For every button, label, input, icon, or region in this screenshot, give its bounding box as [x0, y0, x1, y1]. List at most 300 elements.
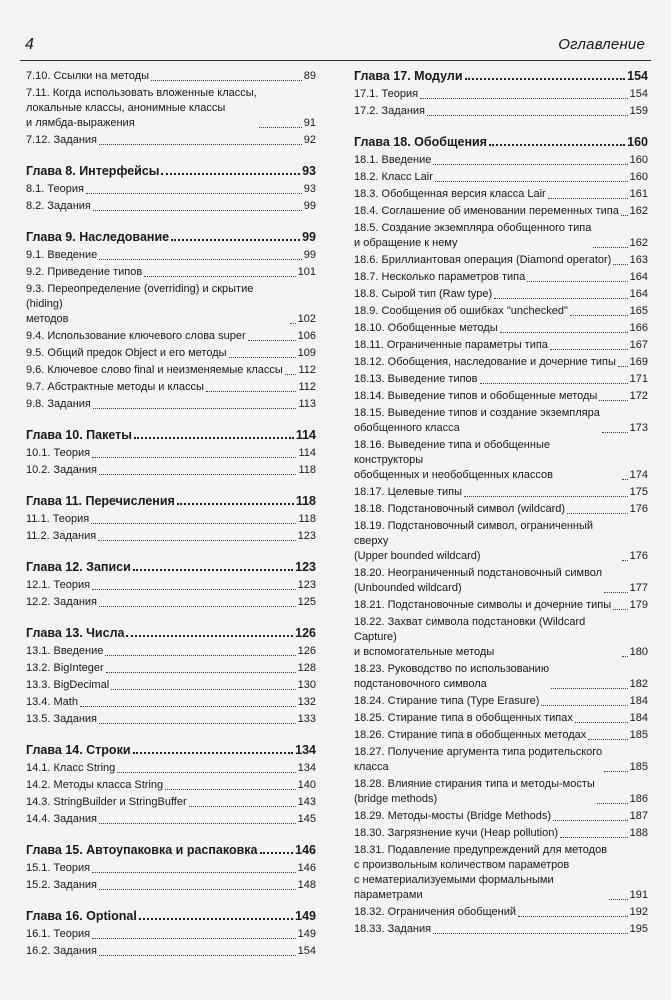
section-title: 14.1. Класс String [26, 762, 116, 774]
dot-leader [622, 479, 628, 480]
section-title: 13.5. Задания [26, 713, 97, 725]
page-ref: 192 [629, 906, 648, 918]
page-ref: 161 [629, 188, 648, 200]
section-entry [26, 265, 316, 280]
chapter-title: Глава 11. Перечисления [26, 494, 175, 508]
section-entry [26, 346, 316, 361]
section-entry [26, 380, 316, 395]
section-entry [26, 927, 316, 942]
section-entry [26, 861, 316, 876]
dot-leader [609, 899, 628, 900]
chapter-title: Глава 17. Модули [354, 69, 463, 83]
section-entry [354, 372, 648, 387]
section-title: 12.1. Теория [26, 579, 91, 591]
dot-leader [548, 198, 628, 199]
section-entry [26, 678, 316, 693]
dot-leader [99, 955, 296, 956]
dot-leader [259, 127, 302, 128]
section-title: 14.2. Методы класса String [26, 779, 164, 791]
dot-leader [602, 432, 628, 433]
dot-leader [106, 672, 296, 673]
dot-leader [105, 655, 295, 656]
section-title: 9.8. Задания [26, 398, 91, 410]
section-title: 18.29. Методы-мосты (Bridge Methods) [354, 810, 552, 822]
dot-leader [588, 739, 627, 740]
dot-leader [171, 239, 300, 241]
dot-leader [133, 752, 294, 754]
page-ref: 118 [298, 464, 316, 476]
dot-leader [464, 496, 628, 497]
dot-leader [165, 789, 296, 790]
section-entry [26, 446, 316, 461]
chapter-entry [354, 135, 648, 150]
page-ref: 154 [629, 88, 648, 100]
dot-leader [541, 705, 627, 706]
dot-leader [80, 706, 296, 707]
section-title: 9.2. Приведение типов [26, 266, 143, 278]
page-ref: 101 [297, 266, 316, 278]
page-ref: 187 [629, 810, 648, 822]
dot-leader [206, 391, 297, 392]
section-entry [26, 363, 316, 378]
section-entry [354, 304, 648, 319]
section-title: 18.14. Выведение типов и обобщенные методы [354, 390, 598, 402]
page-ref: 99 [303, 200, 316, 212]
section-title: 18.13. Выведение типов [354, 373, 478, 385]
page-ref: 109 [297, 347, 316, 359]
dot-leader [151, 80, 302, 81]
page-ref: 188 [629, 827, 648, 839]
dot-leader [133, 569, 293, 571]
dot-leader [92, 589, 296, 590]
page-ref: 166 [629, 322, 648, 334]
toc-right-column [354, 68, 648, 939]
chapter-entry [26, 164, 316, 179]
section-title: 18.5. Создание экземпляра обобщенного типа и обращение к нему [354, 222, 592, 249]
chapter-entry [26, 743, 316, 758]
section-entry [26, 595, 316, 610]
section-entry [354, 221, 648, 251]
dot-leader [570, 315, 628, 316]
section-entry [354, 809, 648, 824]
page-ref: 162 [629, 237, 648, 249]
page-ref: 145 [297, 813, 316, 825]
page-ref: 185 [629, 761, 648, 773]
page-ref: 154 [627, 69, 648, 83]
page-ref: 126 [295, 626, 316, 640]
page-ref: 185 [629, 729, 648, 741]
dot-leader [111, 689, 295, 690]
page-ref: 184 [629, 695, 648, 707]
section-title: 13.3. BigDecimal [26, 679, 110, 691]
dot-leader [480, 383, 628, 384]
chapter-block [26, 164, 316, 214]
dot-leader [622, 560, 628, 561]
dot-leader [248, 340, 296, 341]
dot-leader [550, 349, 628, 350]
page-ref: 99 [303, 249, 316, 261]
section-title: 10.1. Теория [26, 447, 91, 459]
section-entry [354, 711, 648, 726]
section-entry [26, 644, 316, 659]
section-entry [26, 778, 316, 793]
dot-leader [427, 115, 628, 116]
section-title: 18.23. Руководство по использованию подстановочного символа [354, 663, 550, 690]
page-ref: 112 [298, 381, 316, 393]
page-ref: 165 [629, 305, 648, 317]
section-title: 13.2. BigInteger [26, 662, 104, 674]
section-entry [354, 615, 648, 660]
page-ref: 148 [297, 879, 316, 891]
chapter-block [26, 230, 316, 412]
section-title: 11.2. Задания [26, 530, 97, 542]
page-ref: 186 [629, 793, 648, 805]
chapter-title: Глава 18. Обобщения [354, 135, 487, 149]
section-title: 18.1. Введение [354, 154, 432, 166]
section-entry [354, 270, 648, 285]
page-ref: 169 [629, 356, 648, 368]
dot-leader [613, 609, 628, 610]
dot-leader [494, 298, 627, 299]
section-title: 18.26. Стирание типа в обобщенных методах [354, 729, 587, 741]
chapter-block [26, 743, 316, 827]
section-entry [354, 922, 648, 937]
page-ref: 164 [629, 271, 648, 283]
page-ref: 195 [629, 923, 648, 935]
page-ref: 159 [629, 105, 648, 117]
section-entry [354, 777, 648, 807]
section-entry [354, 502, 648, 517]
page-ref: 172 [629, 390, 648, 402]
page-ref: 102 [297, 313, 316, 325]
section-title: 16.1. Теория [26, 928, 91, 940]
page-ref: 182 [629, 678, 648, 690]
chapter-block [26, 69, 316, 148]
chapter-title: Глава 16. Optional [26, 909, 137, 923]
page-ref: 176 [629, 503, 648, 515]
section-title: 18.7. Несколько параметров типа [354, 271, 526, 283]
section-entry [26, 133, 316, 148]
page-ref: 146 [297, 862, 316, 874]
section-entry [354, 728, 648, 743]
section-title: 18.8. Сырой тип (Raw type) [354, 288, 493, 300]
dot-leader [285, 374, 297, 375]
dot-leader [560, 837, 628, 838]
dot-leader [189, 806, 296, 807]
section-title: 18.15. Выведение типов и создание экземпляра обобщенного класса [354, 407, 600, 434]
chapter-entry [26, 230, 316, 245]
page-ref: 146 [295, 843, 316, 857]
section-title: 18.11. Ограниченные параметры типа [354, 339, 548, 351]
section-entry [354, 519, 648, 564]
chapter-entry [354, 69, 648, 84]
section-entry [354, 826, 648, 841]
section-title: 18.3. Обобщенная версия класса Lair [354, 188, 546, 200]
page-ref: 89 [303, 70, 316, 82]
section-title: 16.2. Задания [26, 945, 97, 957]
dot-leader [435, 181, 628, 182]
chapter-entry [26, 560, 316, 575]
page-ref: 133 [297, 713, 316, 725]
page-ref: 91 [303, 117, 316, 129]
section-entry [26, 944, 316, 959]
section-title: 8.2. Задания [26, 200, 91, 212]
section-title: 11.1. Теория [26, 513, 90, 525]
chapter-entry [26, 428, 316, 443]
section-title: 18.10. Обобщенные методы [354, 322, 498, 334]
section-entry [354, 338, 648, 353]
dot-leader [99, 606, 296, 607]
section-title: 18.16. Выведение типа и обобщенные конструкторы обобщенных и необобщенных классов [354, 439, 553, 481]
section-entry [26, 69, 316, 84]
chapter-title: Глава 14. Строки [26, 743, 131, 757]
page-ref: 179 [629, 599, 648, 611]
page-ref: 154 [297, 945, 316, 957]
section-entry [26, 397, 316, 412]
section-entry [26, 761, 316, 776]
section-entry [354, 287, 648, 302]
page-ref: 177 [629, 582, 648, 594]
section-entry [26, 199, 316, 214]
page-ref: 164 [629, 288, 648, 300]
dot-leader [618, 366, 628, 367]
toc-left-column [26, 68, 316, 961]
dot-leader [553, 820, 628, 821]
chapter-title: Глава 12. Записи [26, 560, 131, 574]
section-title: 18.27. Получение аргумента типа родительского класса [354, 746, 603, 773]
section-title: 7.10. Ссылки на методы [26, 70, 149, 82]
section-entry [354, 104, 648, 119]
section-entry [354, 485, 648, 500]
dot-leader [621, 215, 628, 216]
header-divider [20, 60, 651, 61]
chapter-block [26, 428, 316, 478]
section-entry [26, 463, 316, 478]
page-ref: 143 [297, 796, 316, 808]
dot-leader [622, 656, 628, 657]
section-title: 17.1. Теория [354, 88, 419, 100]
page-ref: 173 [629, 422, 648, 434]
dot-leader [99, 474, 296, 475]
dot-leader [260, 852, 294, 854]
dot-leader [126, 635, 293, 637]
dot-leader [92, 872, 296, 873]
page-ref: 134 [297, 762, 316, 774]
section-title: 9.3. Переопределение (overriding) и скрытие (hiding) методов [26, 283, 254, 325]
section-entry [26, 248, 316, 263]
section-title: 8.1. Теория [26, 183, 84, 195]
page-ref: 114 [295, 428, 316, 442]
section-title: 12.2. Задания [26, 596, 97, 608]
page-ref: 123 [297, 530, 316, 542]
page-ref: 184 [629, 712, 648, 724]
section-entry [26, 695, 316, 710]
section-entry [354, 253, 648, 268]
section-title: 15.1. Теория [26, 862, 91, 874]
section-entry [354, 321, 648, 336]
section-entry [354, 87, 648, 102]
dot-leader [290, 323, 296, 324]
page-ref: 191 [629, 889, 648, 901]
section-title: 18.33. Задания [354, 923, 432, 935]
dot-leader [134, 437, 294, 439]
page-ref: 92 [303, 134, 316, 146]
dot-leader [613, 264, 627, 265]
page-ref: 132 [297, 696, 316, 708]
section-title: 18.20. Неограниченный подстановочный символ (Unbounded wildcard) [354, 567, 603, 594]
section-title: 7.12. Задания [26, 134, 97, 146]
page-number: 4 [25, 36, 34, 53]
page-ref: 160 [629, 154, 648, 166]
section-entry [354, 187, 648, 202]
dot-leader [604, 771, 627, 772]
section-title: 18.24. Стирание типа (Type Erasure) [354, 695, 540, 707]
section-title: 9.1. Введение [26, 249, 98, 261]
section-entry [26, 86, 316, 131]
section-entry [354, 905, 648, 920]
page-ref: 174 [629, 469, 648, 481]
section-title: 9.6. Ключевое слово final и неизменяемые классы [26, 364, 283, 376]
chapter-block [26, 560, 316, 610]
dot-leader [597, 803, 628, 804]
section-entry [354, 389, 648, 404]
section-entry [354, 566, 648, 596]
page-ref: 99 [302, 230, 316, 244]
chapter-block [26, 494, 316, 544]
section-entry [26, 329, 316, 344]
dot-leader [161, 173, 300, 175]
chapter-title: Глава 8. Интерфейсы [26, 164, 160, 178]
dot-leader [144, 276, 295, 277]
dot-leader [177, 503, 294, 505]
section-entry [354, 170, 648, 185]
dot-leader [599, 400, 627, 401]
page-ref: 114 [298, 447, 316, 459]
section-title: 15.2. Задания [26, 879, 97, 891]
page-ref: 130 [297, 679, 316, 691]
section-entry [26, 282, 316, 327]
page-ref: 162 [629, 205, 648, 217]
section-entry [354, 694, 648, 709]
chapter-entry [26, 843, 316, 858]
dot-leader [518, 916, 628, 917]
section-title: 18.6. Бриллиантовая операция (Diamond operator) [354, 254, 612, 266]
section-title: 18.4. Соглашение об именовании переменных типа [354, 205, 619, 217]
page-ref: 149 [295, 909, 316, 923]
section-title: 14.4. Задания [26, 813, 97, 825]
section-title: 18.12. Обобщения, наследование и дочерние типы [354, 356, 616, 368]
section-entry [354, 843, 648, 903]
chapter-entry [26, 626, 316, 641]
page-ref: 125 [297, 596, 316, 608]
dot-leader [433, 933, 628, 934]
page-ref: 112 [298, 364, 316, 376]
page-ref: 171 [629, 373, 648, 385]
dot-leader [229, 357, 296, 358]
section-title: 18.31. Подавление предупреждений для методов с произвольным количеством параметров с нематериализуемыми формальными параметрами [354, 844, 608, 901]
dot-leader [99, 144, 302, 145]
page-ref: 140 [297, 779, 316, 791]
page-ref: 118 [295, 494, 316, 508]
chapter-block [26, 843, 316, 893]
page-ref: 163 [629, 254, 648, 266]
section-entry [354, 438, 648, 483]
page-ref: 175 [629, 486, 648, 498]
dot-leader [575, 722, 628, 723]
section-entry [26, 712, 316, 727]
section-title: 18.9. Сообщения об ошибках "unchecked" [354, 305, 568, 317]
dot-leader [117, 772, 295, 773]
chapter-block [354, 69, 648, 119]
dot-leader [99, 259, 302, 260]
page-ref: 180 [629, 646, 648, 658]
page-ref: 93 [303, 183, 316, 195]
section-title: 18.17. Целевые типы [354, 486, 463, 498]
page-ref: 113 [298, 398, 316, 410]
section-title: 14.3. StringBuilder и StringBuffer [26, 796, 187, 808]
chapter-title: Глава 9. Наследование [26, 230, 170, 244]
chapter-entry [26, 909, 316, 924]
section-title: 18.21. Подстановочные символы и дочерние типы [354, 599, 612, 611]
section-entry [354, 662, 648, 692]
page-ref: 160 [629, 171, 648, 183]
page-ref: 93 [302, 164, 316, 178]
dot-leader [593, 247, 627, 248]
chapter-title: Глава 13. Числа [26, 626, 125, 640]
dot-leader [99, 889, 296, 890]
dot-leader [500, 332, 628, 333]
dot-leader [86, 193, 302, 194]
dot-leader [92, 938, 296, 939]
section-title: 9.7. Абстрактные методы и классы [26, 381, 204, 393]
section-entry [354, 406, 648, 436]
page-ref: 123 [297, 579, 316, 591]
page-ref: 118 [298, 513, 316, 525]
section-title: 18.19. Подстановочный символ, ограниченный сверху (Upper bounded wildcard) [354, 520, 594, 562]
section-title: 7.11. Когда использовать вложенные классы, локальные классы, анонимные классы и лямбда-выражения [26, 87, 257, 129]
dot-leader [551, 688, 628, 689]
section-title: 9.5. Общий предок Object и его методы [26, 347, 227, 359]
page-ref: 149 [297, 928, 316, 940]
section-title: 18.30. Загрязнение кучи (Heap pollution) [354, 827, 559, 839]
section-title: 18.22. Захват символа подстановки (Wildcard Capture) и вспомогательные методы [354, 616, 586, 658]
dot-leader [99, 823, 296, 824]
section-entry [354, 745, 648, 775]
page-ref: 167 [629, 339, 648, 351]
page-ref: 128 [297, 662, 316, 674]
section-title: 18.25. Стирание типа в обобщенных типах [354, 712, 573, 724]
chapter-block [354, 135, 648, 937]
section-title: 13.4. Math [26, 696, 78, 708]
dot-leader [527, 281, 627, 282]
dot-leader [567, 513, 628, 514]
section-title: 9.4. Использование ключевого слова super [26, 330, 246, 342]
chapter-title: Глава 15. Автоупаковка и распаковка [26, 843, 258, 857]
dot-leader [489, 144, 625, 146]
section-title: 18.32. Ограничения обобщений [354, 906, 516, 918]
section-entry [26, 878, 316, 893]
dot-leader [465, 78, 626, 80]
section-entry [354, 153, 648, 168]
dot-leader [433, 164, 627, 165]
page-ref: 126 [297, 645, 316, 657]
page-ref: 106 [297, 330, 316, 342]
section-entry [26, 512, 316, 527]
dot-leader [420, 98, 628, 99]
page-ref: 123 [295, 560, 316, 574]
section-title: 18.28. Влияние стирания типа и методы-мосты (bridge methods) [354, 778, 595, 805]
dot-leader [98, 540, 295, 541]
